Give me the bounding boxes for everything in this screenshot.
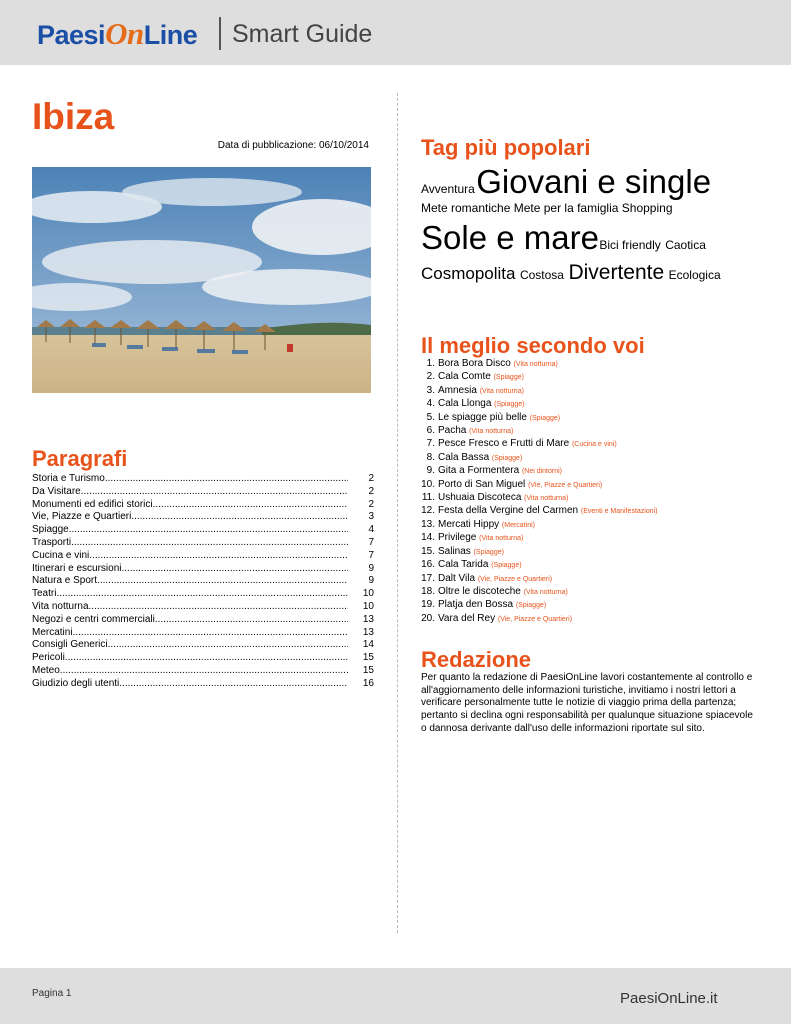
item-number: 6. (426, 425, 435, 437)
redazione-text: Per quanto la redazione di PaesiOnLine lavori costantemente al controllo e all'aggiornamento delle informazioni turistiche, invitiamo i nostri lettori a verificare personalmente tutte le notizie di viaggio prima della partenza; pertanto si declina ogni responsabilità per qualunque situazione spiacevole o dannosa derivante dall'uso delle informazioni riportate sul sito. (421, 672, 753, 734)
tag-link[interactable]: Divertente (568, 261, 665, 284)
toc-dots (153, 499, 348, 512)
list-item[interactable] (421, 505, 771, 518)
tag-link[interactable]: Ecologica (668, 268, 721, 282)
toc-label: Consigli Generici (32, 639, 108, 651)
list-item[interactable] (421, 492, 771, 505)
list-item[interactable] (421, 452, 771, 465)
best-heading: Il meglio secondo voi (421, 333, 645, 358)
item-category: (Cucina e vini) (571, 441, 617, 449)
item-number: 18. (421, 585, 435, 597)
toc-row[interactable] (32, 486, 374, 499)
toc-dots (73, 627, 348, 640)
item-category: (Mercatini) (501, 521, 535, 529)
paesionline-logo[interactable]: PaesiOnLine (37, 16, 198, 51)
list-item[interactable] (421, 519, 771, 532)
item-category: (Spiagge) (515, 602, 547, 610)
toc-page: 10 (362, 600, 374, 612)
toc-label: Negozi e centri commerciali (32, 613, 155, 625)
toc-dots (119, 678, 348, 691)
toc-dots (65, 652, 348, 665)
item-name: Cala Comte (438, 371, 491, 383)
item-name: Cala Llonga (438, 398, 492, 410)
toc-page: 14 (362, 639, 374, 651)
item-number: 9. (426, 465, 435, 477)
toc-page: 16 (362, 677, 374, 689)
item-category: (Spiagge) (494, 401, 525, 409)
toc-label: Natura e Sport (32, 575, 98, 587)
toc-dots (155, 614, 348, 627)
tag-link[interactable]: Sole e mare (421, 219, 599, 256)
item-category: (Vita notturna) (469, 428, 514, 436)
item-category: (Nei dintorni) (521, 468, 563, 476)
list-item[interactable] (421, 465, 771, 478)
list-item[interactable] (421, 613, 771, 626)
toc-row[interactable] (32, 639, 374, 652)
item-category: (Spiagge) (473, 548, 504, 556)
toc-label: Vie, Piazze e Quartieri (32, 511, 132, 523)
item-category: (Vita notturna) (513, 361, 558, 368)
item-name: Cala Tarida (438, 559, 489, 571)
toc-dots (81, 486, 348, 499)
item-name: Le spiagge più belle (438, 411, 527, 423)
toc-label: Storia e Turismo (32, 473, 105, 484)
toc-label: Vita notturna (32, 600, 89, 612)
toc-row[interactable] (32, 473, 374, 486)
item-name: Pacha (438, 425, 467, 437)
toc-page: 7 (368, 549, 374, 561)
toc-page: 2 (368, 473, 374, 484)
table-of-contents (32, 473, 374, 691)
toc-dots (60, 665, 348, 678)
item-name: Amnesia (438, 384, 477, 396)
item-category: (Spiagge) (491, 562, 522, 570)
item-category: (Vita notturna) (523, 588, 568, 596)
tag-link[interactable]: Cosmopolita (421, 264, 516, 283)
tag-link[interactable]: Shopping (621, 201, 673, 215)
tag-link[interactable]: Mete romantiche (421, 201, 511, 215)
page-number: Pagina 1 (32, 988, 72, 999)
item-number: 11. (421, 492, 435, 504)
tag-cloud (421, 163, 761, 285)
item-number: 15. (421, 545, 435, 557)
page-title: Ibiza (32, 96, 115, 137)
item-category: (Vita notturna) (479, 387, 524, 395)
item-name: Privilege (438, 532, 477, 544)
item-name: Ushuaia Discoteca (438, 492, 522, 504)
header-title: Smart Guide (232, 20, 373, 48)
list-item[interactable] (421, 586, 771, 599)
toc-label: Giudizio degli utenti (32, 677, 120, 689)
item-name: Bora Bora Disco (438, 358, 511, 369)
redazione-heading: Redazione (421, 647, 532, 672)
toc-page: 13 (362, 626, 374, 638)
header-bar (0, 0, 791, 65)
tags-heading: Tag più popolari (421, 135, 591, 160)
item-category: (Vie, Piazze e Quartieri) (477, 575, 553, 583)
toc-row[interactable] (32, 588, 374, 601)
item-number: 8. (426, 451, 435, 463)
toc-dots (89, 601, 348, 614)
tag-link[interactable]: Caotica (665, 238, 706, 252)
list-item[interactable] (421, 546, 771, 559)
list-item[interactable] (421, 358, 771, 371)
toc-label: Cucina e vini (32, 549, 90, 561)
toc-row[interactable] (32, 537, 374, 550)
list-item[interactable] (421, 479, 771, 492)
item-category: (Vita notturna) (524, 495, 569, 503)
item-category: (Spiagge) (493, 374, 524, 382)
toc-row[interactable] (32, 665, 374, 678)
toc-row[interactable] (32, 550, 374, 563)
item-name: Pesce Fresco e Frutti di Mare (438, 438, 570, 450)
toc-label: Spiagge (32, 524, 69, 536)
item-category: (Vita notturna) (479, 535, 524, 543)
toc-row[interactable] (32, 499, 374, 512)
tag-link[interactable]: Bici friendly (599, 238, 661, 252)
item-number: 14. (421, 532, 435, 544)
toc-page: 7 (368, 536, 374, 548)
item-number: 19. (421, 599, 435, 611)
item-category: (Vie, Piazze e Quartieri) (528, 481, 603, 489)
toc-page: 4 (368, 524, 374, 536)
toc-row[interactable] (32, 614, 374, 627)
tag-link[interactable]: Mete per la famiglia (513, 201, 619, 215)
item-number: 10. (421, 478, 435, 490)
toc-label: Pericoli (32, 652, 65, 664)
item-number: 13. (421, 518, 435, 530)
item-name: Vara del Rey (438, 612, 496, 624)
item-name: Gita a Formentera (438, 465, 520, 477)
item-number: 20. (421, 612, 435, 624)
list-item[interactable] (421, 599, 771, 612)
toc-label: Da Visitare (32, 485, 81, 497)
toc-row[interactable] (32, 627, 374, 640)
item-number: 17. (421, 572, 435, 584)
toc-dots (105, 473, 348, 486)
toc-row[interactable] (32, 601, 374, 614)
item-category: (Spiagge) (491, 454, 523, 462)
toc-row[interactable] (32, 652, 374, 665)
item-name: Festa della Vergine del Carmen (438, 505, 579, 517)
toc-label: Monumenti ed edifici storici (32, 498, 153, 510)
list-item[interactable] (421, 438, 771, 451)
list-item[interactable] (421, 412, 771, 425)
site-link[interactable]: PaesiOnLine.it (620, 990, 718, 1007)
toc-dots (108, 639, 348, 652)
toc-page: 9 (368, 562, 374, 574)
toc-page: 15 (362, 652, 374, 664)
toc-page: 13 (362, 613, 374, 625)
toc-label: Meteo (32, 664, 60, 676)
publication-date: Data di pubblicazione: 06/10/2014 (217, 140, 369, 151)
item-number: 16. (421, 559, 435, 571)
tag-link[interactable]: Giovani e single (476, 163, 712, 200)
item-category: (Vie, Piazze e Quartieri) (497, 615, 573, 623)
toc-page: 10 (362, 588, 374, 600)
toc-row[interactable] (32, 511, 374, 524)
list-item[interactable] (421, 559, 771, 572)
tag-link[interactable]: Costosa (519, 268, 564, 282)
toc-dots (89, 550, 348, 563)
item-number: 5. (426, 411, 435, 423)
toc-page: 15 (362, 664, 374, 676)
toc-label: Teatri (32, 588, 57, 600)
item-name: Porto di San Miguel (438, 478, 526, 490)
item-number: 2. (426, 371, 435, 383)
list-item[interactable] (421, 385, 771, 398)
item-name: Platja den Bossa (438, 599, 514, 611)
beach-photo (32, 167, 371, 393)
column-divider (397, 93, 398, 933)
item-number: 3. (426, 384, 435, 396)
toc-page: 2 (368, 498, 374, 510)
item-number: 4. (426, 398, 435, 410)
toc-label: Mercatini (32, 626, 73, 638)
toc-dots (97, 575, 348, 588)
item-name: Salinas (438, 545, 471, 557)
toc-page: 2 (368, 485, 374, 497)
list-item[interactable] (421, 371, 771, 384)
item-category: (Spiagge) (529, 414, 561, 422)
toc-page: 9 (368, 575, 374, 587)
tag-link[interactable]: Avventura (421, 182, 475, 196)
toc-label: Itinerari e escursioni (32, 562, 122, 574)
item-number: 1. (426, 358, 435, 369)
item-name: Mercati Hippy (438, 518, 500, 530)
item-number: 7. (426, 438, 435, 450)
list-item[interactable] (421, 532, 771, 545)
item-number: 12. (421, 505, 435, 517)
toc-row[interactable] (32, 563, 374, 576)
toc-row[interactable] (32, 524, 374, 537)
toc-dots (71, 537, 348, 550)
toc-page: 3 (368, 511, 374, 523)
toc-dots (56, 588, 348, 601)
list-item[interactable] (421, 398, 771, 411)
toc-row[interactable] (32, 575, 374, 588)
item-name: Cala Bassa (438, 451, 490, 463)
paragrafi-heading: Paragrafi (32, 446, 128, 471)
item-name: Oltre le discoteche (438, 585, 521, 597)
item-name: Dalt Vila (438, 572, 476, 584)
toc-dots (131, 511, 348, 524)
toc-label: Trasporti (32, 536, 72, 548)
item-category: (Eventi e Manifestazioni) (580, 508, 658, 516)
header-divider (219, 17, 221, 50)
toc-dots (69, 524, 348, 537)
toc-row[interactable] (32, 678, 374, 691)
best-list (421, 358, 771, 626)
list-item[interactable] (421, 425, 771, 438)
list-item[interactable] (421, 573, 771, 586)
toc-dots (121, 563, 348, 576)
